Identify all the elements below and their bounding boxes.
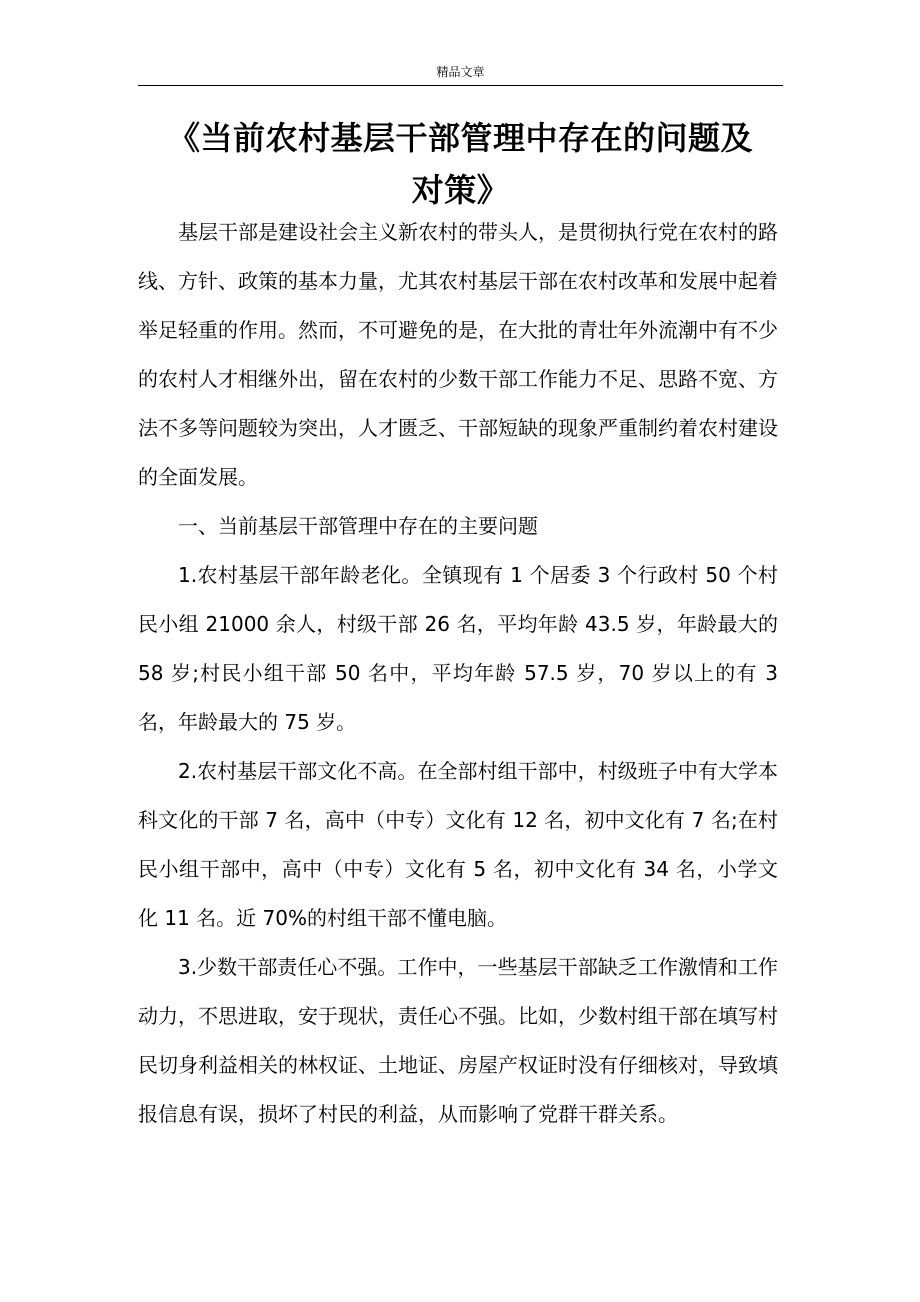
- document-body: [138, 208, 778, 1139]
- document-title: [138, 112, 783, 216]
- paragraph-intro: 基层干部是建设社会主义新农村的带头人，是贯彻执行党在农村的路线、方针、政策的基本力量，尤其农村基层干部在农村改革和发展中起着举足轻重的作用。然而，不可避免的是，在大批的青壮年外流潮中有不少的农村人才相继外出，留在农村的少数干部工作能力不足、思路不宽、方法不多等问题较为突出，人才匮乏、干部短缺的现象严重制约着农村建设的全面发展。: [138, 220, 778, 489]
- paragraph-item-1: 1.农村基层干部年龄老化。全镇现有 1 个居委 3 个行政村 50 个村民小组 21000 余人，村级干部 26 名，平均年龄 43.5 岁，年龄最大的 58 岁;村民小组干部 50 名中，平均年龄 57.5 岁，70 岁以上的有 3 名，年龄最大的 75 岁。: [138, 563, 778, 734]
- paragraph-item-2: 2.农村基层干部文化不高。在全部村组干部中，村级班子中有大学本科文化的干部 7 名，高中（中专）文化有 12 名，初中文化有 7 名;在村民小组干部中，高中（中专）文化有 5 名，初中文化有 34 名，小学文化 11 名。近 70%的村组干部不懂电脑。: [138, 759, 778, 930]
- page-header: [138, 60, 783, 86]
- title-line-1: 《当前农村基层干部管理中存在的问题及: [167, 119, 753, 157]
- paragraph-item-3: 3.少数干部责任心不强。工作中，一些基层干部缺乏工作激情和工作动力，不思进取，安于现状，责任心不强。比如，少数村组干部在填写村民切身利益相关的林权证、土地证、房屋产权证时没有仔细核对，导致填报信息有误，损坏了村民的利益，从而影响了党群干群关系。: [138, 955, 778, 1126]
- header-text: 精品文章: [436, 65, 485, 79]
- title-line-2: 对策》: [411, 171, 510, 209]
- section-heading: 一、当前基层干部管理中存在的主要问题: [178, 514, 538, 538]
